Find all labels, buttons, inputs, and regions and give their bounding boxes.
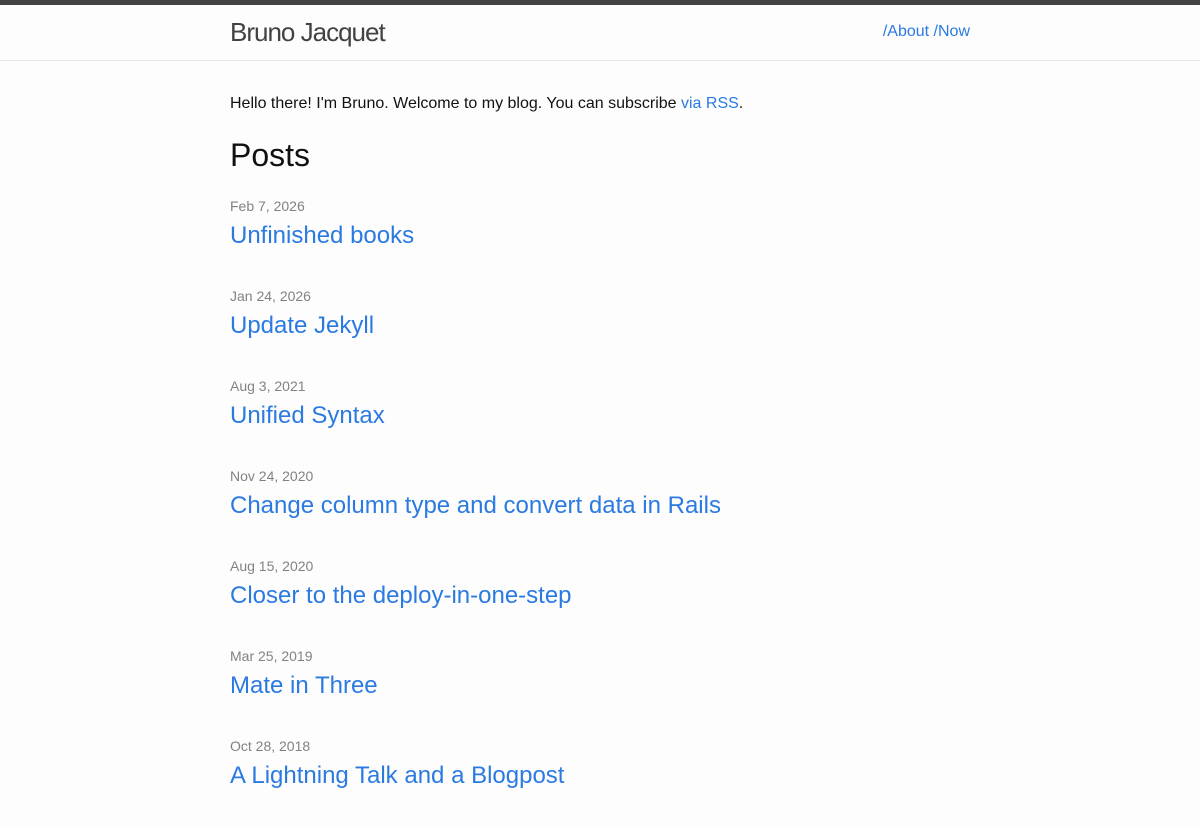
post-item <box>230 287 970 377</box>
post-date: Aug 15, 2020 <box>230 558 314 574</box>
nav-about-link[interactable]: /About <box>882 23 930 40</box>
post-title-link[interactable]: Unified Syntax <box>230 402 385 429</box>
intro-text <box>230 93 743 115</box>
post-title-link[interactable]: Update Jekyll <box>230 312 375 339</box>
post-date: Oct 28, 2018 <box>230 738 311 754</box>
site-header <box>0 5 1200 61</box>
intro-text-before: Hello there! I'm Bruno. Welcome to my blog. You can subscribe <box>230 95 681 112</box>
post-item <box>230 467 970 557</box>
post-title-link[interactable]: Unfinished books <box>230 222 415 249</box>
rss-link[interactable]: via RSS <box>680 95 739 112</box>
intro-text-after: . <box>738 95 744 112</box>
post-date: Jan 24, 2026 <box>230 288 311 304</box>
post-title-link[interactable]: A Lightning Talk and a Blogpost <box>230 762 565 789</box>
post-item <box>230 647 970 737</box>
post-title-link[interactable]: Closer to the deploy-in-one-step <box>230 582 572 609</box>
post-item <box>230 557 970 647</box>
posts-heading: Posts <box>230 137 311 173</box>
post-title-link[interactable]: Mate in Three <box>230 672 378 699</box>
post-date: Mar 25, 2019 <box>230 648 313 664</box>
post-list <box>230 197 970 827</box>
site-nav <box>883 22 970 42</box>
post-item <box>230 737 970 827</box>
site-title-link[interactable]: Bruno Jacquet <box>230 17 385 47</box>
post-item <box>230 377 970 467</box>
post-item <box>230 197 970 287</box>
post-title-link[interactable]: Change column type and convert data in Rails <box>230 492 721 519</box>
post-date: Feb 7, 2026 <box>230 198 305 214</box>
post-date: Aug 3, 2021 <box>230 378 306 394</box>
post-date: Nov 24, 2020 <box>230 468 314 484</box>
nav-now-link[interactable]: /Now <box>933 23 970 40</box>
